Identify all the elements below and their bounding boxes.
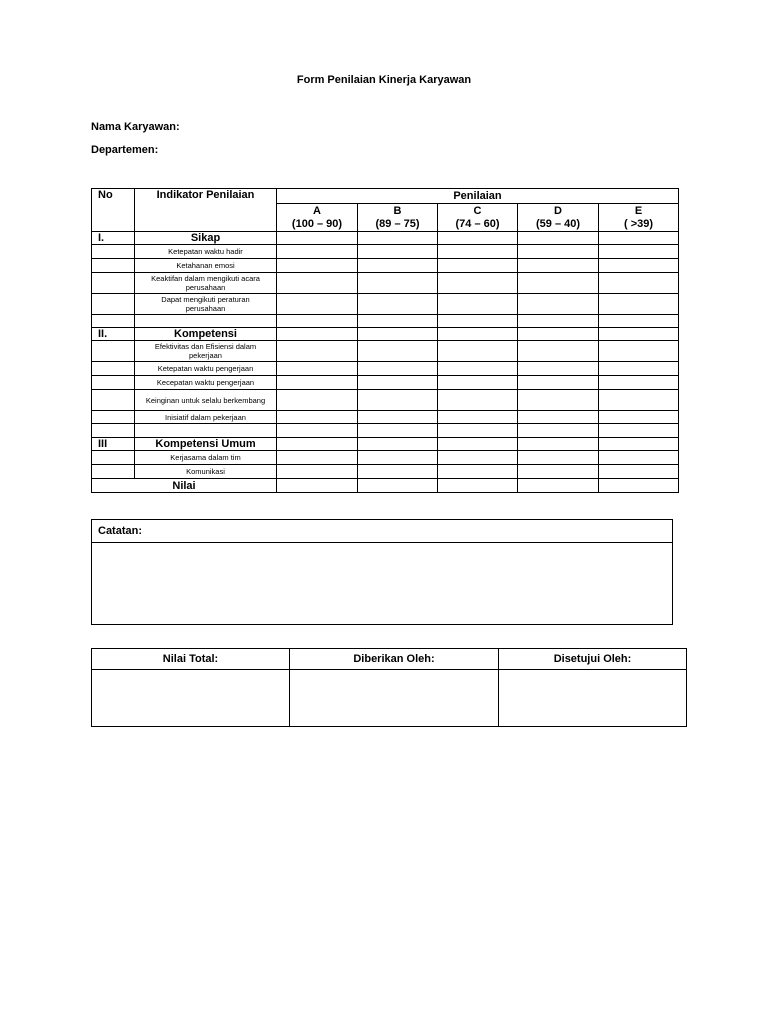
grade-cell[interactable] bbox=[358, 341, 438, 362]
section-number: I. bbox=[92, 232, 135, 245]
no-cell bbox=[92, 315, 135, 328]
grade-cell[interactable] bbox=[277, 479, 358, 493]
grade-cell[interactable] bbox=[438, 315, 518, 328]
indicator-label: Keaktifan dalam mengikuti acara perusahaan bbox=[135, 273, 277, 294]
header-no: No bbox=[92, 189, 135, 232]
notes-box bbox=[91, 519, 673, 625]
grade-cell[interactable] bbox=[438, 259, 518, 273]
grade-cell[interactable] bbox=[358, 411, 438, 424]
grade-cell[interactable] bbox=[599, 315, 679, 328]
grade-cell[interactable] bbox=[438, 328, 518, 341]
grade-cell[interactable] bbox=[358, 315, 438, 328]
nilai-total-cell[interactable] bbox=[92, 670, 290, 727]
grade-range: (74 – 60) bbox=[455, 217, 500, 230]
nilai-total-label: Nilai Total: bbox=[92, 649, 290, 670]
grade-cell[interactable] bbox=[599, 390, 679, 411]
indicator-label: Dapat mengikuti peraturan perusahaan bbox=[135, 294, 277, 315]
grade-cell[interactable] bbox=[438, 376, 518, 390]
grade-range: (89 – 75) bbox=[375, 217, 420, 230]
grade-cell[interactable] bbox=[518, 465, 599, 479]
grade-b-header bbox=[358, 204, 438, 232]
grade-cell[interactable] bbox=[518, 424, 599, 438]
grade-cell[interactable] bbox=[358, 232, 438, 245]
grade-cell[interactable] bbox=[438, 232, 518, 245]
grade-cell[interactable] bbox=[599, 341, 679, 362]
grade-cell[interactable] bbox=[277, 424, 358, 438]
grade-cell[interactable] bbox=[518, 479, 599, 493]
indicator-label: Efektivitas dan Efisiensi dalam pekerjaan bbox=[135, 341, 277, 362]
grade-cell[interactable] bbox=[599, 451, 679, 465]
grade-letter: D bbox=[554, 204, 562, 217]
grade-cell[interactable] bbox=[518, 315, 599, 328]
grade-cell[interactable] bbox=[277, 390, 358, 411]
evaluation-table bbox=[91, 188, 679, 493]
grade-cell[interactable] bbox=[518, 328, 599, 341]
indicator-label: Ketepatan waktu hadir bbox=[135, 245, 277, 259]
notes-label: Catatan: bbox=[92, 520, 673, 543]
grade-cell[interactable] bbox=[358, 294, 438, 315]
no-cell bbox=[92, 465, 135, 479]
indicator-label: Kecepatan waktu pengerjaan bbox=[135, 376, 277, 390]
grade-cell[interactable] bbox=[599, 259, 679, 273]
grade-a-header bbox=[277, 204, 358, 232]
no-cell bbox=[92, 294, 135, 315]
grade-cell[interactable] bbox=[277, 232, 358, 245]
no-cell bbox=[92, 376, 135, 390]
form-title: Form Penilaian Kinerja Karyawan bbox=[296, 74, 472, 86]
grade-d-header bbox=[518, 204, 599, 232]
grade-cell[interactable] bbox=[438, 411, 518, 424]
grade-cell[interactable] bbox=[599, 328, 679, 341]
grade-range: ( >39) bbox=[623, 217, 654, 230]
grade-cell[interactable] bbox=[518, 438, 599, 451]
grade-cell[interactable] bbox=[518, 245, 599, 259]
grade-cell[interactable] bbox=[277, 294, 358, 315]
grade-cell[interactable] bbox=[358, 245, 438, 259]
indicator-label: Komunikasi bbox=[135, 465, 277, 479]
grade-letter: A bbox=[313, 204, 321, 217]
grade-range: (59 – 40) bbox=[535, 217, 581, 230]
grade-cell[interactable] bbox=[518, 273, 599, 294]
grade-cell[interactable] bbox=[518, 362, 599, 376]
grade-cell[interactable] bbox=[599, 424, 679, 438]
grade-cell[interactable] bbox=[277, 341, 358, 362]
grade-letter: B bbox=[393, 204, 402, 217]
header-indikator: Indikator Penilaian bbox=[135, 189, 277, 232]
grade-cell[interactable] bbox=[518, 341, 599, 362]
no-cell bbox=[92, 362, 135, 376]
grade-letter: E bbox=[634, 204, 643, 217]
grade-cell[interactable] bbox=[518, 411, 599, 424]
grade-cell[interactable] bbox=[358, 438, 438, 451]
header-penilaian: Penilaian bbox=[277, 189, 679, 204]
grade-cell[interactable] bbox=[277, 328, 358, 341]
grade-cell[interactable] bbox=[277, 362, 358, 376]
no-cell bbox=[92, 273, 135, 294]
no-cell bbox=[92, 341, 135, 362]
grade-cell[interactable] bbox=[358, 376, 438, 390]
indicator-label: Keinginan untuk selalu berkembang bbox=[135, 390, 277, 411]
grade-cell[interactable] bbox=[599, 294, 679, 315]
grade-cell[interactable] bbox=[599, 232, 679, 245]
section-number: II. bbox=[92, 328, 135, 341]
section-title: Kompetensi Umum bbox=[135, 438, 277, 451]
grade-cell[interactable] bbox=[518, 390, 599, 411]
section-title: Kompetensi bbox=[135, 328, 277, 341]
grade-cell[interactable] bbox=[438, 465, 518, 479]
grade-cell[interactable] bbox=[277, 411, 358, 424]
grade-cell[interactable] bbox=[358, 328, 438, 341]
grade-cell[interactable] bbox=[358, 390, 438, 411]
grade-letter: C bbox=[473, 204, 482, 217]
grade-cell[interactable] bbox=[277, 259, 358, 273]
notes-input-area[interactable] bbox=[92, 543, 673, 625]
grade-c-header bbox=[438, 204, 518, 232]
grade-cell[interactable] bbox=[518, 232, 599, 245]
grade-cell[interactable] bbox=[599, 273, 679, 294]
grade-cell[interactable] bbox=[358, 273, 438, 294]
grade-cell[interactable] bbox=[358, 362, 438, 376]
grade-cell[interactable] bbox=[518, 451, 599, 465]
grade-cell[interactable] bbox=[438, 438, 518, 451]
grade-cell[interactable] bbox=[277, 438, 358, 451]
grade-cell[interactable] bbox=[438, 451, 518, 465]
no-cell bbox=[92, 245, 135, 259]
grade-cell[interactable] bbox=[599, 245, 679, 259]
indicator-label: Ketepatan waktu pengerjaan bbox=[135, 362, 277, 376]
grade-cell[interactable] bbox=[358, 465, 438, 479]
indicator-blank bbox=[135, 315, 277, 328]
disetujui-oleh-label: Disetujui Oleh: bbox=[499, 649, 687, 670]
diberikan-oleh-label: Diberikan Oleh: bbox=[290, 649, 499, 670]
grade-cell[interactable] bbox=[277, 465, 358, 479]
grade-cell[interactable] bbox=[277, 245, 358, 259]
department-label: Departemen: bbox=[91, 144, 159, 156]
grade-cell[interactable] bbox=[277, 273, 358, 294]
grade-cell[interactable] bbox=[358, 424, 438, 438]
grade-cell[interactable] bbox=[438, 390, 518, 411]
grade-cell[interactable] bbox=[438, 273, 518, 294]
grade-cell[interactable] bbox=[599, 479, 679, 493]
grade-cell[interactable] bbox=[599, 465, 679, 479]
nilai-label: Nilai bbox=[92, 479, 277, 493]
grade-cell[interactable] bbox=[277, 376, 358, 390]
grade-cell[interactable] bbox=[358, 451, 438, 465]
grade-cell[interactable] bbox=[599, 362, 679, 376]
grade-cell[interactable] bbox=[277, 451, 358, 465]
section-number: III bbox=[92, 438, 135, 451]
indicator-label: Inisiatif dalam pekerjaan bbox=[135, 411, 277, 424]
grade-cell[interactable] bbox=[277, 315, 358, 328]
indicator-label: Kerjasama dalam tim bbox=[135, 451, 277, 465]
no-cell bbox=[92, 451, 135, 465]
signature-table bbox=[91, 648, 687, 727]
no-cell bbox=[92, 259, 135, 273]
grade-cell[interactable] bbox=[438, 362, 518, 376]
no-cell bbox=[92, 390, 135, 411]
grade-cell[interactable] bbox=[518, 294, 599, 315]
grade-cell[interactable] bbox=[358, 259, 438, 273]
grade-cell[interactable] bbox=[438, 341, 518, 362]
grade-cell[interactable] bbox=[438, 424, 518, 438]
diberikan-oleh-cell[interactable] bbox=[290, 670, 499, 727]
grade-cell[interactable] bbox=[518, 259, 599, 273]
grade-range: (100 – 90) bbox=[291, 217, 343, 230]
indicator-label: Ketahanan emosi bbox=[135, 259, 277, 273]
no-cell bbox=[92, 424, 135, 438]
indicator-blank bbox=[135, 424, 277, 438]
no-cell bbox=[92, 411, 135, 424]
grade-cell[interactable] bbox=[438, 294, 518, 315]
grade-cell[interactable] bbox=[358, 479, 438, 493]
grade-cell[interactable] bbox=[599, 376, 679, 390]
grade-cell[interactable] bbox=[599, 438, 679, 451]
employee-name-label: Nama Karyawan: bbox=[91, 121, 180, 133]
grade-cell[interactable] bbox=[518, 376, 599, 390]
disetujui-oleh-cell[interactable] bbox=[499, 670, 687, 727]
grade-cell[interactable] bbox=[438, 479, 518, 493]
grade-cell[interactable] bbox=[599, 411, 679, 424]
grade-e-header bbox=[599, 204, 679, 232]
grade-cell[interactable] bbox=[438, 245, 518, 259]
section-title: Sikap bbox=[135, 232, 277, 245]
